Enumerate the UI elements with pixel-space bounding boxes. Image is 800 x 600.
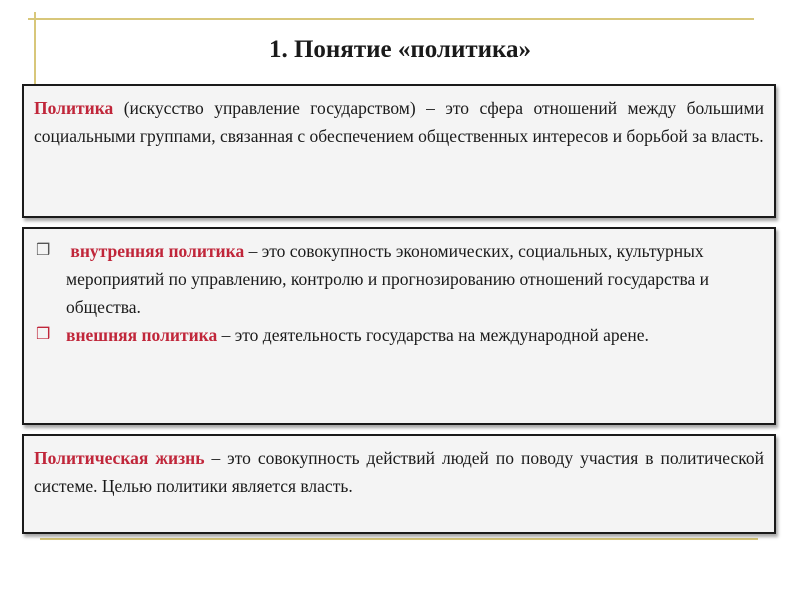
checkbox-bullet-icon: ❒ [36, 324, 51, 343]
internal-policy-term: внутренняя политика [70, 241, 245, 261]
policy-types-list [34, 237, 764, 349]
external-policy-term: внешняя политика [66, 325, 218, 345]
political-life-text: – это совокупность действий людей по поводу участия в политической системе. Целью политики является власть. [34, 448, 764, 496]
external-policy-text: – это деятельность государства на международной арене. [217, 325, 649, 345]
internal-policy-text: – это совокупность экономических, социальных, культурных мероприятий по управлению, контролю и прогнозированию отношений государства и общества. [66, 241, 710, 317]
decorative-bottom-line [40, 538, 758, 540]
slide-title: 1. Понятие «политика» [268, 36, 532, 63]
definition-term: Политика [34, 98, 114, 118]
definition-box [22, 84, 776, 218]
policy-types-box [22, 227, 776, 425]
definition-text: (искусство управление государством) – это сфера отношений между большими социальными группами, связанная с обеспечением общественных интересов и борьбой за власть. [34, 98, 764, 146]
decorative-top-line [28, 18, 754, 20]
political-life-term: Политическая жизнь [34, 448, 205, 468]
list-item-internal-policy [34, 237, 764, 321]
list-item-external-policy [34, 321, 764, 349]
political-life-box [22, 434, 776, 534]
checkbox-bullet-icon: ❒ [36, 240, 51, 259]
